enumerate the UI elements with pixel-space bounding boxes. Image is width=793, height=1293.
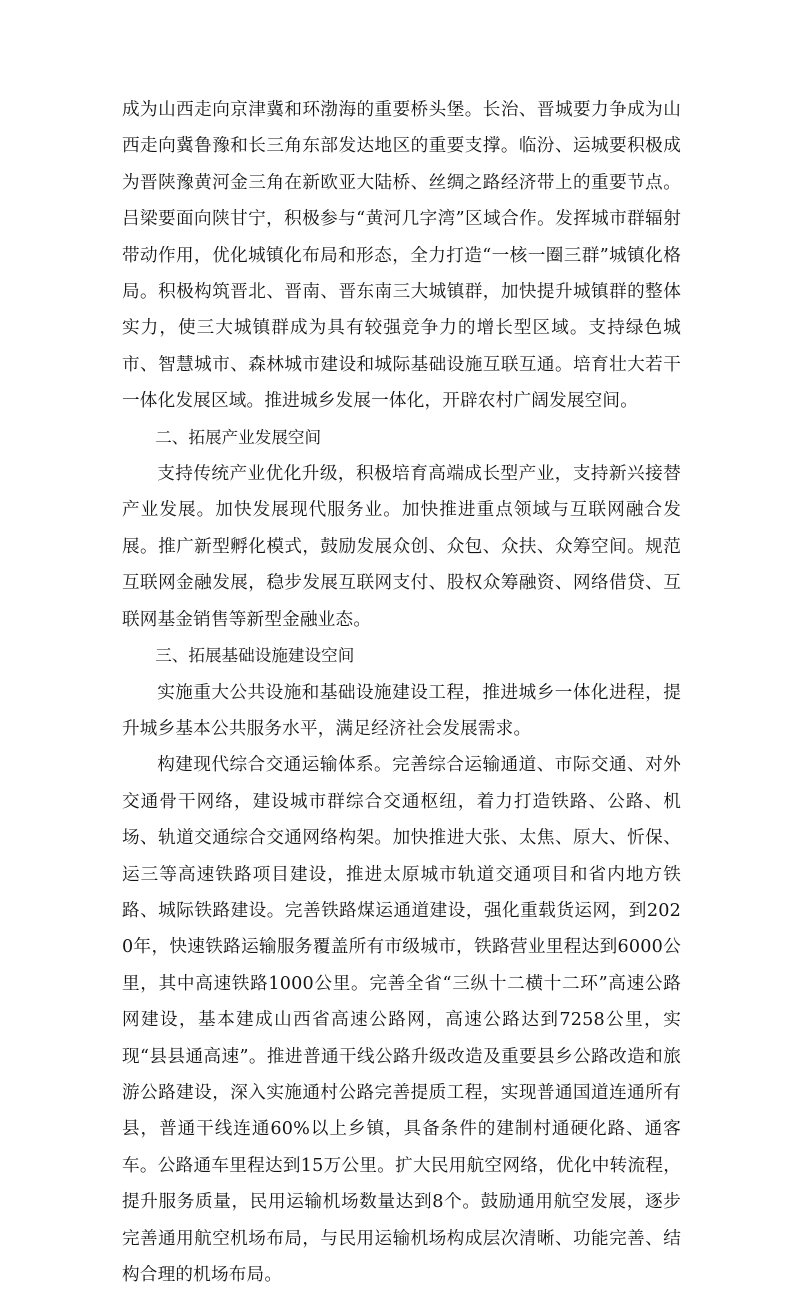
section-heading-infrastructure: 三、拓展基础设施建设空间 [155,646,355,666]
paragraph-industry: 支持传统产业优化升级，积极培育高端成长型产业，支持新兴接替产业发展。加快发展现代服务业。加快推进重点领域与互联网融合发展。推广新型孵化模式，鼓励发展众创、众包、众扶、众筹空间。规范互联网金融发展，稳步发展互联网支付、股权众筹融资、网络借贷、互联网基金销售等新型金融业态。 [122,464,681,630]
section-heading-industry: 二、拓展产业发展空间 [155,427,322,447]
paragraph-infrastructure-intro: 实施重大公共设施和基础设施建设工程，推进城乡一体化进程，提升城乡基本公共服务水平，满足经济社会发展需求。 [122,682,681,739]
paragraph-transport-system: 构建现代综合交通运输体系。完善综合运输通道、市际交通、对外交通骨干网络，建设城市群综合交通枢纽，着力打造铁路、公路、机场、轨道交通综合交通网络构架。加快推进大张、太焦、原大、忻保、运三等高速铁路项目建设，推进太原城市轨道交通项目和省内地方铁路、城际铁路建设。完善铁路煤运通道建设，强化重载货运网，到2020年，快速铁路运输服务覆盖所有市级城市，铁路营业里程达到6000公里，其中高速铁路1000公里。完善全省“三纵十二横十二环”高速公路网建设，基本建成山西省高速公路网，高速公路达到7258公里，实现“县县通高速”。推进普通干线公路升级改造及重要县乡公路改造和旅游公路建设，深入实施通村公路完善提质工程，实现普通国道连通所有县，普通干线连通60%以上乡镇，具备条件的建制村通硬化路、通客车。公路通车里程达到15万公里。扩大民用航空网络，优化中转流程，提升服务质量，民用运输机场数量达到8个。鼓励通用航空发展，逐步完善通用航空机场布局，与民用运输机场构成层次清晰、功能完善、结构合理的机场布局。 [122,755,681,1285]
paragraph-city-clusters: 成为山西走向京津冀和环渤海的重要桥头堡。长治、晋城要力争成为山西走向冀鲁豫和长三角东部发达地区的重要支撑。临汾、运城要积极成为晋陕豫黄河金三角在新欧亚大陆桥、丝绸之路经济带上的重要节点。吕梁要面向陕甘宁，积极参与“黄河几字湾”区域合作。发挥城市群辐射带动作用，优化城镇化布局和形态，全力打造“一核一圈三群”城镇化格局。积极构筑晋北、晋南、晋东南三大城镇群，加快提升城镇群的整体实力，使三大城镇群成为具有较强竞争力的增长型区域。支持绿色城市、智慧城市、森林城市建设和城际基础设施互联互通。培育壮大若干一体化发展区域。推进城乡发展一体化，开辟农村广阔发展空间。 [122,100,681,412]
